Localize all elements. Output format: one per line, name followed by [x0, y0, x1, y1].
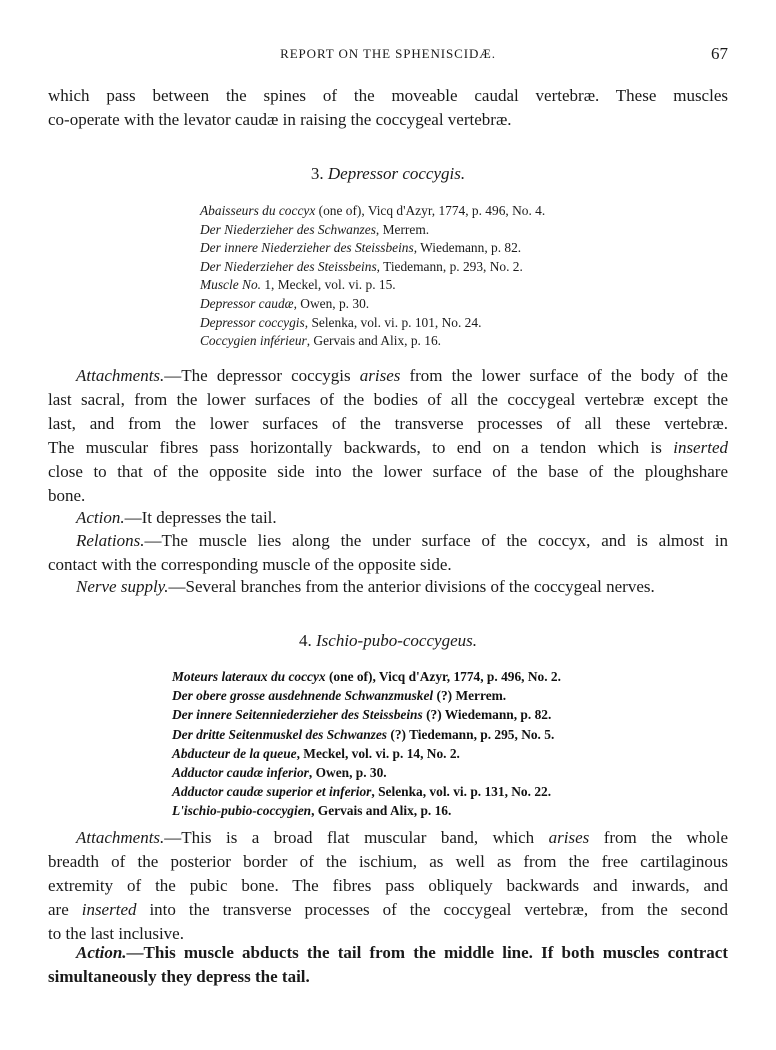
section-3-number: 3.	[310, 164, 324, 183]
section-3-heading	[0, 164, 776, 184]
attachments-line-1	[48, 826, 728, 850]
attachments-line-3: extremity of the pubic bone. The fibres pass obliquely backwards and inwards, and	[48, 876, 728, 895]
reference-name: Depressor caudæ	[200, 295, 294, 311]
reference-name: Moteurs lateraux du coccyx	[172, 669, 326, 684]
attachments-line-3: last, and from the lower surfaces of the transverse processes of all these vertebræ.	[48, 414, 728, 433]
text-run: are	[48, 900, 82, 919]
reference-name: L'ischio-pubio-coccygien	[172, 803, 312, 819]
reference-line	[172, 667, 692, 686]
text-run: —This is a broad flat muscular band, which	[164, 828, 549, 847]
reference-name: Coccygien inférieur	[200, 333, 307, 349]
section-3-attachments	[48, 364, 728, 508]
page-number: 67	[711, 44, 728, 63]
attachments-line-4	[48, 436, 728, 460]
reference-line	[172, 763, 692, 782]
text-run: The muscular fibres pass horizontally backwards, to end on a tendon which is	[48, 438, 674, 457]
reference-source: , Wiedemann, p. 82.	[413, 240, 522, 256]
reference-name: Der obere grosse ausdehnende Schwanzmuskel	[172, 688, 434, 704]
reference-source: , Meckel, vol. vi. p. 14, No. 2.	[296, 745, 460, 761]
section-3-action	[48, 506, 728, 530]
running-head: REPORT ON THE SPHENISCIDÆ.	[280, 46, 496, 61]
attachments-line-5: close to that of the opposite side into the lower surface of the base of the ploughshare	[48, 462, 728, 481]
reference-source: (one of), Vicq d'Azyr, 1774, p. 496, No. 4.	[315, 203, 546, 218]
section-3-title: Depressor coccygis.	[327, 164, 466, 183]
intro-line-1: which pass between the spines of the moveable caudal vertebræ. These muscles	[48, 86, 728, 105]
intro-paragraph	[48, 84, 728, 132]
reference-name: Der Niederzieher des Steissbeins	[200, 258, 377, 274]
action-line-2: simultaneously they depress the tail.	[48, 967, 310, 986]
reference-source: , Tiedemann, p. 293, No. 2.	[376, 258, 523, 274]
reference-source: , Selenka, vol. vi. p. 131, No. 22.	[371, 784, 552, 800]
section-3-relations	[48, 529, 728, 577]
intro-line-2: co-operate with the levator caudæ in raising the coccygeal vertebræ.	[48, 110, 512, 129]
reference-source: , Merrem.	[375, 221, 430, 237]
action-line-1	[48, 941, 728, 965]
section-4-number: 4.	[299, 631, 312, 650]
relations-line-2: contact with the corresponding muscle of the opposite side.	[48, 555, 452, 574]
text-run: from the whole	[589, 828, 728, 847]
reference-line	[172, 705, 692, 724]
reference-source: , Selenka, vol. vi. p. 101, No. 24.	[304, 314, 482, 330]
reference-line	[172, 801, 692, 820]
attachments-line-2: breadth of the posterior border of the ischium, as well as from the free cartilaginous	[48, 852, 728, 871]
reference-name: Der dritte Seitenmuskel des Schwanzes	[172, 726, 388, 742]
reference-source: (?) Merrem.	[433, 688, 507, 704]
term-arises: arises	[548, 828, 590, 847]
text-run: from the lower surface of the body of the	[400, 366, 728, 385]
attachments-line-2: last sacral, from the lower surfaces of the bodies of all the coccygeal vertebræ except the	[48, 390, 728, 409]
reference-source: , Owen, p. 30.	[308, 765, 387, 781]
attachments-line-6: bone.	[48, 486, 86, 505]
attachments-label: Attachments.	[76, 828, 165, 847]
reference-name: Adductor caudæ superior et inferior	[172, 784, 372, 800]
action-text: —It depresses the tail.	[124, 508, 277, 527]
reference-name: Abaisseurs du coccyx	[200, 203, 316, 218]
reference-line	[200, 295, 720, 314]
reference-name: Der innere Seitenniederzieher des Steissbeins	[172, 707, 423, 723]
attachments-label: Attachments.	[76, 366, 165, 385]
nerve-supply-label: Nerve supply.	[76, 577, 169, 596]
term-inserted: inserted	[81, 900, 137, 919]
text-run: —This muscle abducts the tail from the middle line. If both muscles contract	[126, 943, 728, 962]
reference-line	[172, 782, 692, 801]
page-header	[48, 46, 728, 68]
term-inserted: inserted	[673, 438, 728, 457]
action-label: Action.	[76, 508, 125, 527]
reference-line	[200, 332, 720, 351]
term-arises: arises	[359, 366, 401, 385]
reference-name: Depressor coccygis	[200, 314, 305, 330]
relations-label: Relations.	[76, 531, 145, 550]
section-4-attachments	[48, 826, 728, 946]
reference-name: Der Niederzieher des Schwanzes	[200, 221, 376, 237]
text-run: into the transverse processes of the coccygeal vertebræ, from the second	[136, 900, 728, 919]
reference-name: Abducteur de la queue	[172, 745, 297, 761]
reference-line	[200, 202, 720, 221]
reference-name: Adductor caudæ inferior	[172, 765, 309, 781]
reference-source: , Gervais and Alix, p. 16.	[306, 333, 441, 349]
reference-line	[200, 314, 720, 333]
reference-line	[172, 744, 692, 763]
reference-source: , Owen, p. 30.	[293, 295, 370, 311]
reference-name: Der innere Niederzieher des Steissbeins	[200, 240, 414, 256]
reference-source: (?) Tiedemann, p. 295, No. 5.	[387, 726, 555, 742]
reference-line	[200, 258, 720, 277]
action-label: Action.	[76, 943, 127, 962]
reference-line	[172, 725, 692, 744]
reference-line	[172, 686, 692, 705]
text-run: —The depressor coccygis	[164, 366, 360, 385]
section-3-nerve-supply	[48, 575, 728, 599]
attachments-line-1	[48, 364, 728, 388]
reference-source: (?) Wiedemann, p. 82.	[422, 707, 552, 723]
reference-source: (one of), Vicq d'Azyr, 1774, p. 496, No. 2.	[325, 669, 561, 684]
reference-source: , Gervais and Alix, p. 16.	[311, 803, 452, 819]
section-4-references	[172, 667, 692, 821]
reference-line	[200, 239, 720, 258]
attachments-line-4	[48, 898, 728, 922]
reference-name: Muscle No.	[200, 277, 261, 293]
section-4-title: Ischio-pubo-coccygeus.	[316, 631, 477, 650]
reference-line	[200, 276, 720, 295]
section-3-references	[200, 202, 720, 351]
text-run: —The muscle lies along the under surface of the coccyx, and is almost in	[144, 531, 728, 550]
nerve-supply-text: —Several branches from the anterior divisions of the coccygeal nerves.	[168, 577, 655, 596]
section-4-action	[48, 941, 728, 989]
attachments-line-5: to the last inclusive.	[48, 924, 184, 943]
reference-line	[200, 221, 720, 240]
relations-line-1	[48, 529, 728, 553]
reference-source: 1, Meckel, vol. vi. p. 15.	[261, 277, 396, 293]
section-4-heading	[0, 631, 776, 651]
